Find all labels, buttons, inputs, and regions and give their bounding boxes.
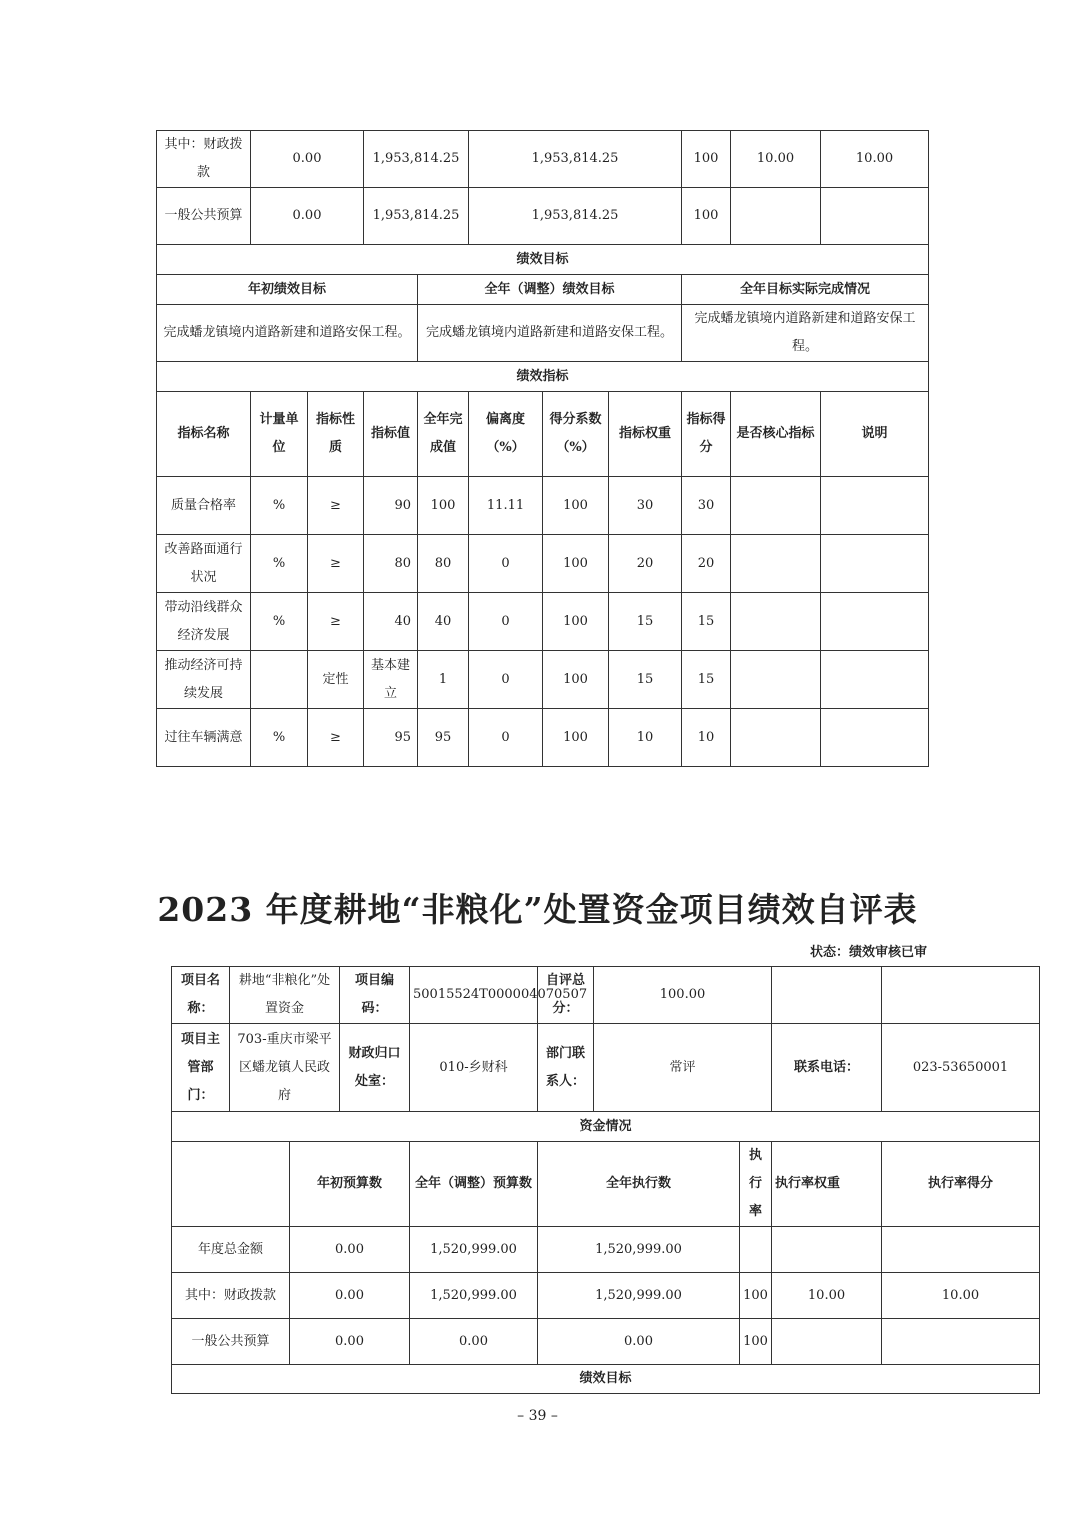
header-deviation: 偏离度（%） [469,392,543,477]
blank-cell [882,967,1040,1024]
indicator-header-row [157,392,929,477]
funds-rate: 100 [740,1319,772,1365]
fund-executed: 1,953,814.25 [469,188,682,245]
funds-weight [772,1319,882,1365]
indicator-core [731,477,821,535]
fund-adjusted: 1,953,814.25 [364,188,469,245]
indicator-nature: ≥ [308,535,364,593]
indicator-coef: 100 [543,651,609,709]
goals-heading: 绩效目标 [157,245,929,275]
goal-text-initial: 完成蟠龙镇境内道路新建和道路安保工程。 [157,305,418,362]
fund-adjusted: 1,953,814.25 [364,131,469,188]
indicator-nature: ≥ [308,477,364,535]
self-evaluation-table [171,966,1040,1394]
indicator-note [821,593,929,651]
indicator-core [731,651,821,709]
funds-executed: 1,520,999.00 [538,1227,740,1273]
fund-label: 一般公共预算 [157,188,251,245]
fund-rate: 100 [682,131,731,188]
department-row [172,1024,1040,1112]
project-name-label: 项目名称： [172,967,230,1024]
goal-text-adjusted: 完成蟠龙镇境内道路新建和道路安保工程。 [418,305,682,362]
funds-header-row [172,1142,1040,1227]
indicator-core [731,709,821,767]
fund-rate: 100 [682,188,731,245]
goal-header-actual: 全年目标实际完成情况 [682,275,929,305]
indicator-target: 90 [364,477,418,535]
indicator-weight: 20 [609,535,682,593]
indicator-note [821,709,929,767]
project-name: 耕地“非粮化”处置资金 [230,967,340,1024]
header-coef: 得分系数（%） [543,392,609,477]
funds-label: 年度总金额 [172,1227,290,1273]
indicator-target: 95 [364,709,418,767]
header-adjusted-budget: 全年（调整）预算数 [410,1142,538,1227]
self-score-label: 自评总分： [538,967,594,1024]
indicator-core [731,593,821,651]
funds-initial: 0.00 [290,1273,410,1319]
indicator-score: 30 [682,477,731,535]
indicator-coef: 100 [543,593,609,651]
indicator-coef: 100 [543,709,609,767]
dept-label: 项目主管部门： [172,1024,230,1112]
finance-office: 010-乡财科 [410,1024,538,1112]
fund-label: 其中：财政拨款 [157,131,251,188]
indicators-heading: 绩效指标 [157,362,929,392]
indicator-row [157,535,929,593]
contact-label: 部门联系人： [538,1024,594,1112]
indicator-name: 过往车辆满意 [157,709,251,767]
indicator-target: 40 [364,593,418,651]
indicator-unit [251,651,308,709]
indicator-deviation: 0 [469,535,543,593]
indicator-coef: 100 [543,535,609,593]
funds-label: 一般公共预算 [172,1319,290,1365]
funds-initial: 0.00 [290,1319,410,1365]
indicator-name: 改善路面通行状况 [157,535,251,593]
header-initial-budget: 年初预算数 [290,1142,410,1227]
fund-initial: 0.00 [251,188,364,245]
indicator-actual: 80 [418,535,469,593]
fund-executed: 1,953,814.25 [469,131,682,188]
fund-score: 10.00 [821,131,929,188]
project-info-row [172,967,1040,1024]
indicator-row [157,651,929,709]
project-code-label: 项目编码： [340,967,410,1024]
funds-weight: 10.00 [772,1273,882,1319]
finance-office-label: 财政归口处室： [340,1024,410,1112]
contact: 常评 [594,1024,772,1112]
fund-weight [731,188,821,245]
funds-initial: 0.00 [290,1227,410,1273]
indicator-row [157,709,929,767]
funds-score [882,1319,1040,1365]
indicator-coef: 100 [543,477,609,535]
indicator-row [157,477,929,535]
performance-table-continued [156,130,929,767]
blank-cell [772,967,882,1024]
indicator-deviation: 0 [469,709,543,767]
blank-cell [172,1142,290,1227]
page-title: 2023 年度耕地“非粮化”处置资金项目绩效自评表 [157,890,918,929]
funds-adjusted: 1,520,999.00 [410,1227,538,1273]
indicator-actual: 40 [418,593,469,651]
indicator-name: 带动沿线群众经济发展 [157,593,251,651]
funds-row [172,1227,1040,1273]
indicator-nature: 定性 [308,651,364,709]
indicator-note [821,651,929,709]
funds-weight [772,1227,882,1273]
phone-label: 联系电话： [772,1024,882,1112]
indicator-core [731,535,821,593]
header-score: 指标得分 [682,392,731,477]
indicator-score: 10 [682,709,731,767]
header-executed: 全年执行数 [538,1142,740,1227]
header-unit: 计量单位 [251,392,308,477]
indicator-deviation: 0 [469,593,543,651]
funds-heading: 资金情况 [172,1112,1040,1142]
indicator-deviation: 0 [469,651,543,709]
funds-row [172,1319,1040,1365]
header-nature: 指标性质 [308,392,364,477]
indicator-row [157,593,929,651]
indicator-weight: 30 [609,477,682,535]
indicator-name: 推动经济可持续发展 [157,651,251,709]
header-actual: 全年完成值 [418,392,469,477]
header-note: 说明 [821,392,929,477]
indicator-score: 15 [682,651,731,709]
funds-row [172,1273,1040,1319]
funds-label: 其中：财政拨款 [172,1273,290,1319]
indicator-note [821,535,929,593]
header-weight: 指标权重 [609,392,682,477]
funds-adjusted: 1,520,999.00 [410,1273,538,1319]
goals-heading-2: 绩效目标 [172,1365,1040,1394]
goal-header-adjusted: 全年（调整）绩效目标 [418,275,682,305]
status-label: 状态：绩效审核已审 [809,945,927,960]
header-target: 指标值 [364,392,418,477]
fund-row-fiscal [157,131,929,188]
goal-text-actual: 完成蟠龙镇境内道路新建和道路安保工程。 [682,305,929,362]
funds-score [882,1227,1040,1273]
header-rate-weight: 执行率权重 [772,1142,882,1227]
fund-score [821,188,929,245]
indicator-note [821,477,929,535]
page-number: – 39 – [517,1408,558,1424]
indicator-target: 80 [364,535,418,593]
indicator-weight: 15 [609,651,682,709]
indicator-target: 基本建立 [364,651,418,709]
indicator-weight: 15 [609,593,682,651]
indicator-actual: 100 [418,477,469,535]
project-code: 50015524T000004070507 [410,967,538,1024]
goal-header-initial: 年初绩效目标 [157,275,418,305]
dept: 703-重庆市梁平区蟠龙镇人民政府 [230,1024,340,1112]
phone: 023-53650001 [882,1024,1040,1112]
indicator-deviation: 11.11 [469,477,543,535]
funds-executed: 1,520,999.00 [538,1273,740,1319]
funds-executed: 0.00 [538,1319,740,1365]
fund-initial: 0.00 [251,131,364,188]
indicator-weight: 10 [609,709,682,767]
indicator-nature: ≥ [308,709,364,767]
funds-rate: 100 [740,1273,772,1319]
indicator-unit: % [251,535,308,593]
indicator-actual: 1 [418,651,469,709]
fund-row-general [157,188,929,245]
funds-rate [740,1227,772,1273]
indicator-score: 20 [682,535,731,593]
header-exec-rate: 执行率 [740,1142,772,1227]
indicator-score: 15 [682,593,731,651]
fund-weight: 10.00 [731,131,821,188]
funds-adjusted: 0.00 [410,1319,538,1365]
indicator-nature: ≥ [308,593,364,651]
indicator-name: 质量合格率 [157,477,251,535]
indicator-unit: % [251,477,308,535]
indicator-actual: 95 [418,709,469,767]
funds-score: 10.00 [882,1273,1040,1319]
header-core: 是否核心指标 [731,392,821,477]
header-indicator-name: 指标名称 [157,392,251,477]
self-score: 100.00 [594,967,772,1024]
indicator-unit: % [251,709,308,767]
indicator-unit: % [251,593,308,651]
header-rate-score: 执行率得分 [882,1142,1040,1227]
